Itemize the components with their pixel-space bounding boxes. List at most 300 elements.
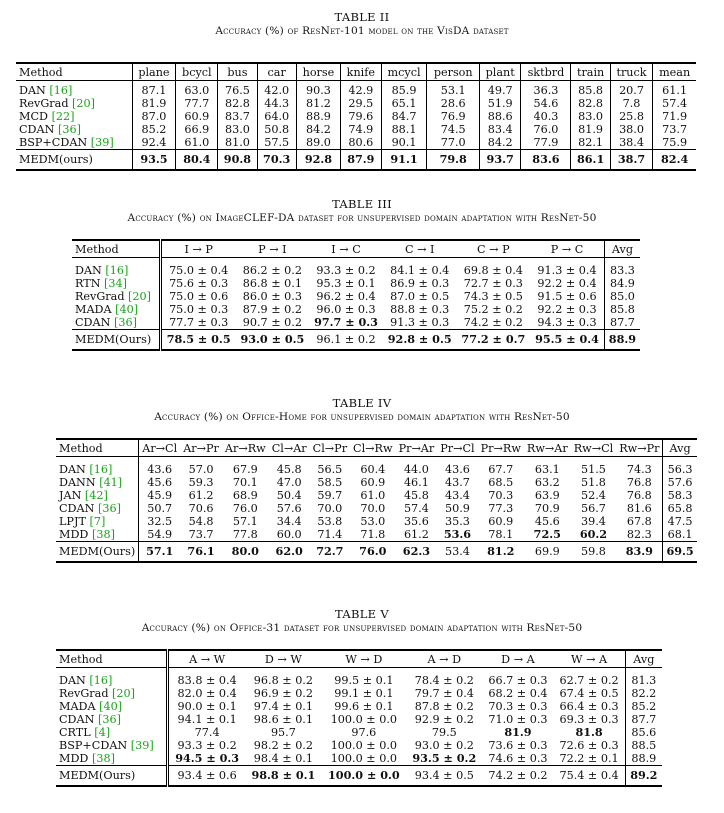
table-cell: 96.8 ± 0.2 (253, 674, 313, 687)
method-cell (56, 668, 167, 688)
table-cell: 71.8 (360, 528, 386, 541)
table-cell: 81.2 (296, 97, 340, 110)
table-cell: 36.3 (521, 81, 571, 98)
table-cell: 65.8 (663, 502, 697, 515)
table-cell: 20.7 (610, 81, 653, 98)
table-4-number: TABLE IV (332, 396, 392, 410)
column-header: Rw→Cl (571, 439, 617, 457)
table-cell: 81.0 (218, 136, 257, 150)
column-header: mcycl (381, 63, 427, 81)
table-row (56, 726, 662, 739)
table-2-number: TABLE II (334, 10, 390, 24)
table-cell: 43.7 (444, 476, 470, 489)
table-cell: 75.2 ± 0.2 (463, 303, 523, 316)
table-cell: 70.9 (534, 502, 560, 515)
table-cell: 88.6 (479, 110, 520, 123)
table-cell: 38.7 (610, 150, 653, 171)
table-cell: 47.0 (276, 476, 302, 489)
method-name: JAN (59, 489, 82, 502)
column-header: Cl→Rw (350, 439, 396, 457)
table-cell: 70.6 (188, 502, 214, 515)
column-header: Cl→Pr (310, 439, 350, 457)
table-3-caption: Accuracy (%) on ImageCLEF-DA dataset for unsupervised domain adaptation with ResNet-50 (127, 212, 597, 224)
method-cell (72, 290, 160, 303)
method-name: CRTL (59, 726, 91, 739)
table-cell: 70.1 (232, 476, 258, 489)
table-cell: 51.8 (581, 476, 606, 489)
column-header: car (257, 63, 296, 81)
method-name: MDD (59, 752, 89, 765)
table-cell: 81.2 (478, 542, 524, 563)
citation-link[interactable]: [38] (91, 528, 115, 541)
method-cell (16, 110, 132, 123)
table-cell: 70.3 ± 0.3 (488, 700, 548, 713)
method-name: MADA (75, 303, 112, 316)
table-cell: 53.0 (360, 515, 386, 528)
method-cell (16, 123, 132, 136)
table-cell: 90.0 ± 0.1 (167, 700, 245, 713)
method-cell (56, 700, 167, 713)
column-header: C → I (383, 240, 457, 258)
column-header: P → C (530, 240, 604, 258)
table-cell: 86.8 ± 0.1 (242, 277, 302, 290)
table-cell: 42.9 (341, 81, 381, 98)
table-cell: 98.6 ± 0.1 (253, 713, 313, 726)
method-name: CDAN (19, 123, 55, 136)
table-cell: 96.0 ± 0.3 (316, 303, 376, 316)
citation-link[interactable]: [42] (84, 489, 108, 502)
table-cell: 86.2 ± 0.2 (242, 264, 302, 277)
table-cell: 28.6 (427, 97, 480, 110)
column-header: P → I (236, 240, 310, 258)
method-name: CDAN (59, 713, 95, 726)
table-cell: 83.7 (218, 110, 257, 123)
table-cell: 60.0 (276, 528, 302, 541)
table-row (56, 687, 662, 700)
table-cell: 44.3 (257, 97, 296, 110)
table-row (16, 97, 696, 110)
table-cell: 69.3 ± 0.3 (559, 713, 619, 726)
column-header: bus (218, 63, 257, 81)
table-cell: 86.9 ± 0.3 (390, 277, 450, 290)
table-cell: 76.9 (427, 110, 480, 123)
citation-link[interactable]: [36] (97, 502, 121, 515)
table-cell: 77.3 (488, 502, 514, 515)
table-row (16, 81, 696, 98)
table-cell: 57.5 (257, 136, 296, 150)
method-name: RevGrad (59, 687, 109, 700)
table-cell: 51.5 (581, 463, 606, 476)
table-cell: 82.8 (218, 97, 257, 110)
method-cell (56, 502, 139, 515)
table-cell: 43.6 (139, 457, 180, 477)
table-cell: 85.6 (625, 726, 662, 739)
table-cell: 40.3 (521, 110, 571, 123)
method-cell: MEDM(Ours) (56, 766, 167, 787)
column-header: Ar→Rw (222, 439, 269, 457)
table-cell: 62.0 (269, 542, 310, 563)
table-cell: 98.4 ± 0.1 (253, 752, 313, 765)
table-cell: 65.1 (381, 97, 427, 110)
column-header: train (571, 63, 610, 81)
method-cell (16, 97, 132, 110)
method-cell (72, 303, 160, 316)
table-cell: 89.2 (625, 766, 662, 787)
table-cell: 84.7 (381, 110, 427, 123)
table-cell: 79.7 ± 0.4 (414, 687, 474, 700)
column-header: Pr→Ar (396, 439, 438, 457)
table-cell: 75.0 ± 0.3 (160, 303, 235, 316)
table-cell: 74.6 ± 0.3 (488, 752, 548, 765)
method-name: DAN (75, 264, 102, 277)
table-2-grid (16, 62, 696, 171)
table-cell: 95.5 ± 0.4 (530, 330, 604, 351)
table-cell: 75.0 ± 0.4 (160, 258, 235, 278)
table-cell: 39.4 (581, 515, 606, 528)
table-cell: 76.8 (626, 476, 652, 489)
table-cell: 57.1 (232, 515, 258, 528)
citation-link[interactable]: [36] (113, 316, 137, 329)
table-cell: 53.6 (443, 527, 472, 541)
table-cell: 95.7 (270, 726, 296, 739)
table-cell: 74.5 (427, 123, 480, 136)
table-cell: 87.0 ± 0.5 (390, 290, 450, 303)
table-cell: 83.0 (571, 110, 610, 123)
table-cell: 53.8 (317, 515, 343, 528)
table-cell: 64.0 (257, 110, 296, 123)
method-cell (72, 258, 160, 278)
table-cell: 72.2 ± 0.1 (559, 752, 619, 765)
table-cell: 100.0 ± 0.0 (330, 713, 397, 726)
table-row (56, 752, 662, 766)
table-cell: 92.2 ± 0.3 (537, 303, 597, 316)
citation-link[interactable]: [34] (104, 277, 128, 290)
table-row (72, 277, 640, 290)
table-cell: 62.3 (396, 542, 438, 563)
table-cell: 91.1 (381, 150, 427, 171)
table-cell: 87.7 (604, 316, 640, 330)
column-header: truck (610, 63, 653, 81)
citation-link[interactable]: [22] (51, 110, 75, 123)
method-name: RTN (75, 277, 101, 290)
table-cell: 85.2 (132, 123, 176, 136)
table-cell: 45.8 (403, 489, 429, 502)
table-cell: 93.3 ± 0.2 (316, 264, 376, 277)
table-cell: 66.4 ± 0.3 (559, 700, 619, 713)
table-cell: 96.2 ± 0.4 (316, 290, 376, 303)
table-cell: 58.3 (663, 489, 697, 502)
table-cell: 85.2 (625, 700, 662, 713)
table-cell: 93.4 ± 0.5 (406, 766, 482, 787)
table-cell: 81.6 (626, 502, 652, 515)
column-header: Avg (663, 439, 697, 457)
table-row (72, 258, 640, 278)
column-header: I → P (160, 240, 235, 258)
table-cell: 83.8 ± 0.4 (167, 668, 245, 688)
method-cell (56, 515, 139, 528)
table-cell: 71.0 ± 0.3 (488, 713, 548, 726)
column-header: horse (296, 63, 340, 81)
table-cell: 50.9 (444, 502, 470, 515)
table-cell: 100.0 ± 0.0 (330, 752, 397, 765)
column-header: A → W (167, 650, 245, 668)
table-cell: 84.1 ± 0.4 (390, 264, 450, 277)
table-cell: 88.1 (381, 123, 427, 136)
table-cell: 60.9 (488, 515, 514, 528)
citation-link[interactable]: [41] (99, 476, 123, 489)
table-cell: 45.9 (139, 489, 180, 502)
table-cell: 90.3 (296, 81, 340, 98)
table-4 (0, 396, 724, 558)
column-header: Cl→Ar (269, 439, 310, 457)
table-cell: 69.8 ± 0.4 (463, 264, 523, 277)
table-cell: 60.2 (579, 527, 608, 541)
table-cell: 93.0 ± 0.2 (414, 739, 474, 752)
method-name: MADA (59, 700, 96, 713)
table-cell: 35.3 (444, 515, 470, 528)
citation-link[interactable]: [40] (99, 700, 123, 713)
table-cell: 76.0 (232, 502, 258, 515)
table-cell: 53.4 (437, 542, 477, 563)
table-3-number: TABLE III (332, 197, 392, 211)
table-cell: 77.7 ± 0.3 (160, 316, 235, 330)
table-cell: 70.3 (257, 150, 296, 171)
table-cell: 84.9 (604, 277, 640, 290)
table-cell: 32.5 (139, 515, 180, 528)
table-cell: 91.5 ± 0.6 (537, 290, 597, 303)
table-cell: 54.6 (521, 97, 571, 110)
table-row (16, 136, 696, 150)
column-header: Rw→Ar (524, 439, 571, 457)
table-cell: 72.7 (310, 542, 350, 563)
table-cell: 90.8 (218, 150, 257, 171)
table-cell: 75.9 (653, 136, 696, 150)
table-cell: 58.5 (317, 476, 343, 489)
table-3 (0, 197, 724, 346)
table-cell: 57.0 (188, 463, 214, 476)
column-header: sktbrd (521, 63, 571, 81)
table-cell: 87.9 ± 0.2 (242, 303, 302, 316)
table-5 (0, 607, 724, 782)
table-cell: 61.0 (360, 489, 386, 502)
citation-link[interactable]: [36] (57, 123, 81, 136)
table-cell: 87.0 (132, 110, 176, 123)
table-cell: 43.4 (444, 489, 470, 502)
citation-link[interactable]: [36] (97, 713, 121, 726)
table-cell: 29.5 (341, 97, 381, 110)
table-cell: 60.9 (176, 110, 218, 123)
table-cell: 99.1 ± 0.1 (334, 687, 394, 700)
table-cell: 59.7 (317, 489, 343, 502)
table-cell: 82.4 (653, 150, 696, 171)
column-header: Pr→Rw (478, 439, 524, 457)
table-cell: 86.1 (571, 150, 610, 171)
column-header: A → D (406, 650, 482, 668)
table-cell: 56.5 (317, 463, 343, 476)
table-cell: 76.0 (350, 542, 396, 563)
citation-link[interactable]: [38] (91, 752, 115, 765)
table-cell: 54.8 (188, 515, 214, 528)
table-cell: 83.6 (521, 150, 571, 171)
table-cell: 62.7 ± 0.2 (559, 674, 619, 687)
table-cell: 44.0 (403, 463, 429, 476)
table-cell: 67.4 ± 0.5 (559, 687, 619, 700)
table-cell: 97.4 ± 0.1 (253, 700, 313, 713)
table-2 (0, 10, 724, 166)
method-name: MCD (19, 110, 48, 123)
column-header: Ar→Pr (180, 439, 222, 457)
column-header: Method (56, 650, 167, 668)
table-cell: 61.1 (653, 81, 696, 98)
table-row (56, 668, 662, 688)
table-cell: 43.6 (444, 463, 470, 476)
table-cell: 72.7 ± 0.3 (463, 277, 523, 290)
table-cell: 90.7 ± 0.2 (242, 316, 302, 329)
table-cell: 73.7 (188, 528, 214, 541)
method-cell (56, 476, 139, 489)
table-cell: 45.6 (139, 476, 180, 489)
column-header: I → C (309, 240, 383, 258)
citation-link[interactable]: [39] (130, 739, 154, 752)
table-cell: 72.5 (533, 527, 561, 541)
table-cell: 85.8 (571, 81, 610, 98)
table-cell: 82.3 (626, 528, 652, 541)
method-name: RevGrad (75, 290, 125, 303)
table-cell: 87.9 (341, 150, 381, 171)
table-cell: 53.1 (427, 81, 480, 98)
table-cell: 75.4 ± 0.4 (554, 766, 626, 787)
table-cell: 42.0 (257, 81, 296, 98)
citation-link[interactable]: [16] (49, 84, 73, 97)
table-cell: 70.0 (317, 502, 343, 515)
table-4-caption: Accuracy (%) on Office-Home for unsupervised domain adaptation with ResNet-50 (154, 411, 570, 423)
table-cell: 94.1 ± 0.1 (167, 713, 245, 726)
table-cell: 54.9 (139, 528, 180, 542)
table-cell: 35.6 (403, 515, 429, 528)
method-cell (16, 81, 132, 98)
table-cell: 84.2 (296, 123, 340, 136)
table-cell: 66.9 (176, 123, 218, 136)
table-5-grid (56, 649, 662, 787)
column-header: Rw→Pr (616, 439, 663, 457)
table-cell: 84.2 (479, 136, 520, 150)
table-cell: 80.4 (176, 150, 218, 171)
citation-link[interactable]: [16] (89, 463, 113, 476)
table-cell: 70.3 (488, 489, 514, 502)
table-cell: 60.9 (360, 476, 386, 489)
table-4-grid (56, 438, 697, 563)
table-cell: 93.4 ± 0.6 (167, 766, 245, 787)
table-cell: 56.7 (581, 502, 606, 515)
table-cell: 87.7 (625, 713, 662, 726)
method-cell: MEDM(Ours) (72, 330, 160, 351)
method-cell (56, 752, 167, 766)
table-cell: 71.4 (317, 528, 343, 541)
table-cell: 85.0 (604, 290, 640, 303)
table-cell: 88.9 (625, 752, 662, 766)
table-cell: 81.9 (504, 725, 532, 739)
table-cell: 68.9 (232, 489, 258, 502)
table-cell: 50.7 (139, 502, 180, 515)
table-cell: 88.9 (604, 330, 640, 351)
column-header: mean (653, 63, 696, 81)
table-cell: 25.8 (610, 110, 653, 123)
column-header: plant (479, 63, 520, 81)
citation-link[interactable]: [20] (72, 97, 96, 110)
table-cell: 72.6 ± 0.3 (559, 739, 619, 752)
citation-link[interactable]: [20] (128, 290, 152, 303)
table-row (56, 489, 697, 502)
table-cell: 82.0 ± 0.4 (167, 687, 245, 700)
column-header: bcycl (176, 63, 218, 81)
table-cell: 92.8 (296, 150, 340, 171)
citation-link[interactable]: [40] (115, 303, 139, 316)
method-cell (72, 316, 160, 330)
column-header: Method (56, 439, 139, 457)
table-row (56, 502, 697, 515)
table-cell: 88.8 ± 0.3 (390, 303, 450, 316)
method-name: DANN (59, 476, 96, 489)
table-row (56, 528, 697, 542)
table-cell: 98.2 ± 0.2 (253, 739, 313, 752)
table-cell: 80.0 (222, 542, 269, 563)
column-header: plane (132, 63, 176, 81)
table-cell: 74.2 ± 0.2 (482, 766, 553, 787)
table-cell: 99.6 ± 0.1 (334, 700, 394, 713)
column-header: Avg (604, 240, 640, 258)
table-cell: 57.1 (139, 542, 180, 563)
table-cell: 67.9 (232, 463, 258, 476)
table-cell: 93.5 (132, 150, 176, 171)
table-cell: 94.3 ± 0.3 (537, 316, 597, 329)
table-cell: 45.6 (534, 515, 560, 528)
table-cell: 59.8 (571, 542, 617, 563)
table-cell: 83.3 (604, 258, 640, 278)
method-cell (56, 687, 167, 700)
table-cell: 88.9 (296, 110, 340, 123)
citation-link[interactable]: [16] (105, 264, 129, 277)
table-cell: 97.7 ± 0.3 (314, 315, 378, 329)
table-row (56, 713, 662, 726)
method-name: DAN (59, 674, 86, 687)
table-cell: 61.0 (176, 136, 218, 150)
table-row-ours (72, 330, 640, 351)
table-cell: 90.1 (381, 136, 427, 150)
table-cell: 67.7 (488, 463, 514, 476)
citation-link[interactable]: [7] (89, 515, 106, 528)
citation-link[interactable]: [4] (94, 726, 111, 739)
table-cell: 34.4 (276, 515, 302, 528)
table-cell: 81.3 (625, 668, 662, 688)
table-cell: 61.2 (188, 489, 214, 502)
table-cell: 78.1 (488, 528, 514, 541)
table-cell: 52.4 (581, 489, 606, 502)
column-header: D → A (482, 650, 553, 668)
table-cell: 79.5 (431, 726, 457, 739)
table-cell: 7.8 (610, 97, 653, 110)
table-cell: 93.7 (479, 150, 520, 171)
citation-link[interactable]: [16] (89, 674, 113, 687)
column-header: C → P (457, 240, 531, 258)
citation-link[interactable]: [20] (112, 687, 136, 700)
citation-link[interactable]: [39] (90, 136, 114, 149)
table-cell: 45.8 (276, 463, 302, 476)
table-cell: 46.1 (403, 476, 429, 489)
table-cell: 63.0 (176, 81, 218, 98)
table-cell: 89.0 (296, 136, 340, 150)
table-cell: 91.3 ± 0.4 (537, 264, 597, 277)
table-row (56, 457, 697, 477)
